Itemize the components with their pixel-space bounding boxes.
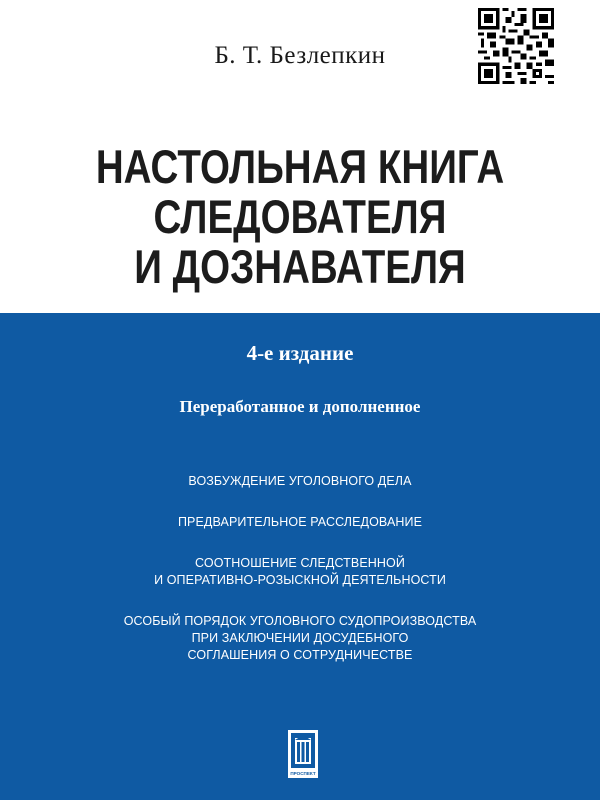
edition-label: 4-е издание — [246, 341, 354, 365]
book-title — [54, 142, 546, 292]
topic-item: СООТНОШЕНИЕ СЛЕДСТВЕННОЙ И ОПЕРАТИВНО-РОЗЫСКНОЙ ДЕЯТЕЛЬНОСТИ — [154, 556, 446, 587]
topic-list — [0, 473, 600, 664]
topic-item: ОСОБЫЙ ПОРЯДОК УГОЛОВНОГО СУДОПРОИЗВОДСТВА ПРИ ЗАКЛЮЧЕНИИ ДОСУДЕБНОГО СОГЛАШЕНИЯ О СОТРУДНИЧЕСТВЕ — [123, 614, 477, 662]
topic-item: ПРЕДВАРИТЕЛЬНОЕ РАССЛЕДОВАНИЕ — [177, 515, 423, 529]
cover-top-section — [0, 0, 600, 313]
publisher-logo-text: ПРОСПЕКТ — [290, 771, 316, 776]
qr-code-icon — [478, 8, 554, 84]
title-line: И ДОЗНАВАТЕЛЯ — [134, 240, 466, 293]
title-line: НАСТОЛЬНАЯ КНИГА — [95, 140, 505, 193]
publisher-logo-icon — [288, 730, 318, 778]
author-name: Б. Т. Безлепкин — [214, 42, 386, 69]
title-line: СЛЕДОВАТЕЛЯ — [153, 190, 447, 243]
topic-item: ВОЗБУЖДЕНИЕ УГОЛОВНОГО ДЕЛА — [188, 474, 412, 488]
revised-label: Переработанное и дополненное — [179, 397, 421, 416]
cover-blue-band — [0, 313, 600, 800]
